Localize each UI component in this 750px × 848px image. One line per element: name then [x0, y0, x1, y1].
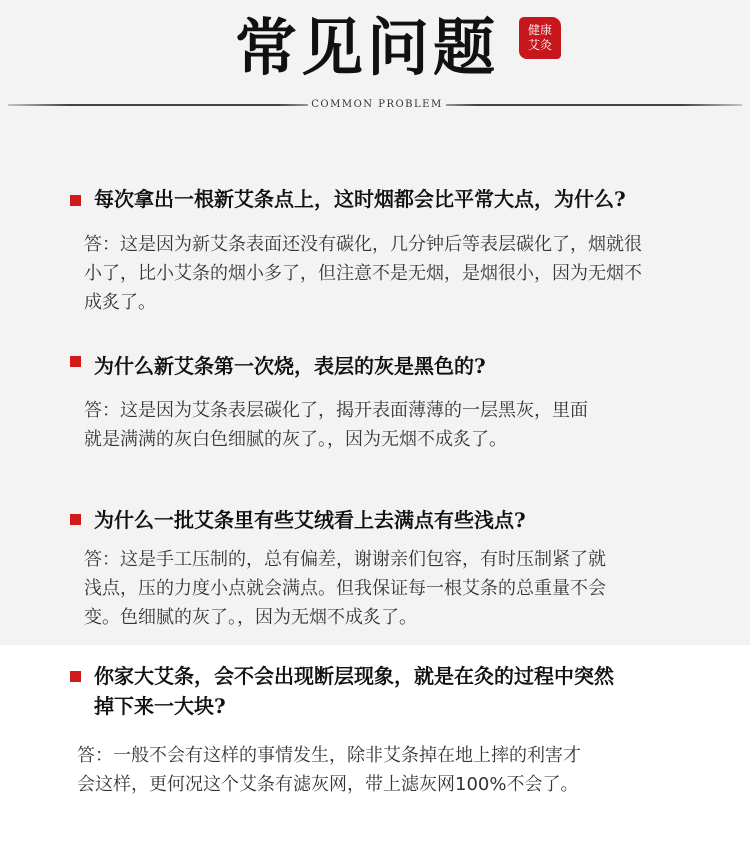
- faq-answer-2-line-2: 就是满满的灰白色细腻的灰了。，因为无烟不成炙了。: [84, 429, 507, 450]
- faq-question-4-line-2: 掉下来一大块?: [94, 694, 226, 718]
- faq-answer-4-line-2: 会这样，更何况这个艾条有滤灰网，带上滤灰网100%不会了。: [77, 774, 579, 795]
- header-divider-left: [8, 104, 308, 106]
- red-square-bullet-icon: [70, 671, 81, 682]
- faq-answer-2: [84, 396, 588, 454]
- faq-answer-3-line-3: 变。色细腻的灰了。，因为无烟不成炙了。: [84, 607, 417, 628]
- faq-question-3: [94, 505, 526, 535]
- faq-answer-1-line-1: 答：这是因为新艾条表面还没有碳化，几分钟后等表层碳化了，烟就很: [84, 234, 642, 255]
- faq-question-4-line-1: 你家大艾条，会不会出现断层现象，就是在灸的过程中突然: [94, 664, 614, 688]
- faq-question-2-text: 为什么新艾条第一次烧，表层的灰是黑色的?: [94, 354, 486, 378]
- faq-answer-3-line-1: 答：这是手工压制的，总有偏差，谢谢亲们包容，有时压制紧了就: [84, 549, 606, 570]
- seal-line-1: 健康: [527, 23, 552, 37]
- seal-line-2: 艾灸: [527, 38, 552, 52]
- faq-question-3-text: 为什么一批艾条里有些艾绒看上去满点有些浅点?: [94, 508, 526, 532]
- header-divider-right: [446, 104, 742, 106]
- faq-answer-1-line-3: 成炙了。: [84, 292, 156, 313]
- health-moxibustion-seal: [519, 17, 561, 59]
- red-square-bullet-icon: [70, 356, 81, 367]
- page-title-text: 常见问题: [234, 11, 499, 84]
- faq-question-1-text: 每次拿出一根新艾条点上，这时烟都会比平常大点，为什么?: [94, 187, 626, 211]
- faq-answer-2-line-1: 答：这是因为艾条表层碳化了，揭开表面薄薄的一层黑灰，里面: [84, 400, 588, 421]
- faq-answer-4-line-1: 答：一般不会有这样的事情发生，除非艾条掉在地上摔的利害才: [77, 745, 581, 766]
- red-square-bullet-icon: [70, 195, 81, 206]
- faq-answer-4: [77, 741, 581, 799]
- faq-question-1: [94, 184, 626, 214]
- faq-answer-3-line-2: 浅点，压的力度小点就会满点。但我保证每一根艾条的总重量不会: [84, 578, 606, 599]
- faq-answer-3: [84, 545, 606, 632]
- faq-question-4: [94, 661, 614, 721]
- faq-question-2: [94, 351, 486, 381]
- red-square-bullet-icon: [70, 514, 81, 525]
- page-title: [0, 8, 750, 88]
- faq-answer-1: [84, 230, 642, 317]
- faq-answer-1-line-2: 小了，比小艾条的烟小多了，但注意不是无烟，是烟很小，因为无烟不: [84, 263, 642, 284]
- page-subtitle: COMMON PROBLEM: [311, 99, 443, 110]
